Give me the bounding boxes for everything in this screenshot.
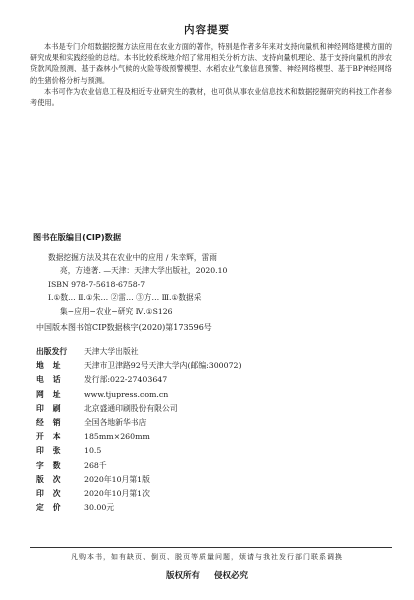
colophon-key: 印张 (36, 446, 70, 456)
colophon-value: 天津大学出版社 (84, 347, 139, 356)
colophon-row (36, 416, 242, 430)
colophon-row (36, 359, 242, 373)
colophon-value: 发行部:022-27403647 (84, 375, 168, 385)
quality-notice: 凡购本书，如有缺页、倒页、脱页等质量问题，烦请与我社发行部门联系调换 (71, 553, 343, 561)
colophon-row (36, 487, 242, 501)
summary-paragraph: 本书是专门介绍数据挖掘方法应用在农业方面的著作，特别是作者多年来对支持向量机和神经网络建模方面的研究成果和实践经验的总结。本书比较系统地介绍了常用相关分析方法、支持向量机理论、基于支持向量机的涉农贷款风险预测、基于森林小气候的火险等级预警模型、水稻农业气象信息预警、神经网络模型、基于BP神经网络的生猪价格分析与预测。 (30, 42, 392, 85)
cip-line: 亮，方逵著. —天津：天津大学出版社，2020.10 (60, 266, 228, 276)
colophon-value: 185mm×260mm (84, 432, 150, 442)
colophon-table (36, 345, 242, 515)
colophon-row (36, 373, 242, 387)
colophon-row (36, 473, 242, 487)
summary-title: 内容提要 (184, 24, 230, 36)
colophon-key: 版次 (36, 474, 70, 484)
colophon-value: www.tjupress.com.cn (84, 389, 169, 399)
colophon-key: 印刷 (36, 403, 70, 413)
colophon-row (36, 459, 242, 473)
colophon-value: 天津市卫津路92号天津大学内(邮编:300072) (84, 361, 242, 371)
colophon-key: 地址 (36, 361, 70, 371)
rights-text: 版权所有 (165, 571, 200, 581)
divider-line (30, 547, 392, 548)
colophon-key: 电话 (36, 375, 70, 385)
cip-line: 数据挖掘方法及其在农业中的应用 / 朱幸辉，雷雨 (48, 253, 217, 262)
colophon-key: 开本 (36, 432, 70, 442)
summary-paragraph: 本书可作为农业信息工程及相近专业研究生的教材，也可供从事农业信息技术和数据挖掘研究的科技工作者参考使用。 (30, 86, 392, 108)
colophon-value: 30.00元 (84, 503, 115, 513)
colophon-row (36, 402, 242, 416)
summary-text (30, 41, 392, 108)
colophon-row (36, 444, 242, 458)
colophon-value: 2020年10月第1版 (84, 474, 150, 484)
cip-record-number: 中国版本图书馆CIP数据核字(2020)第173596号 (36, 323, 212, 332)
colophon-key: 经销 (36, 417, 70, 427)
colophon-key: 定价 (36, 503, 70, 513)
rights-text: 侵权必究 (214, 571, 249, 581)
colophon-row (36, 388, 242, 402)
colophon-row (36, 345, 242, 359)
cip-line: 集−应用−农业−研究 Ⅳ.①S126 (60, 306, 173, 316)
colophon-value: 全国各地新华书店 (84, 417, 147, 427)
colophon-row (36, 501, 242, 515)
colophon-value: 268千 (84, 460, 107, 470)
colophon-key: 印次 (36, 488, 70, 498)
colophon-row (36, 430, 242, 444)
colophon-key: 网址 (36, 389, 70, 399)
colophon-key: 出版发行 (36, 347, 68, 356)
colophon-value: 2020年10月第1次 (84, 488, 150, 498)
cip-line: Ⅰ.①数… Ⅱ.①朱… ②雷… ③方… Ⅲ.①数据采 (48, 293, 202, 303)
cip-isbn: ISBN 978-7-5618-6758-7 (48, 279, 146, 289)
cip-heading: 图书在版编目(CIP)数据 (33, 232, 122, 242)
rights-statement (0, 569, 414, 581)
colophon-value: 10.5 (84, 446, 102, 456)
colophon-key: 字数 (36, 460, 70, 470)
colophon-value: 北京盛通印刷股份有限公司 (84, 403, 178, 413)
cip-block (48, 251, 388, 318)
